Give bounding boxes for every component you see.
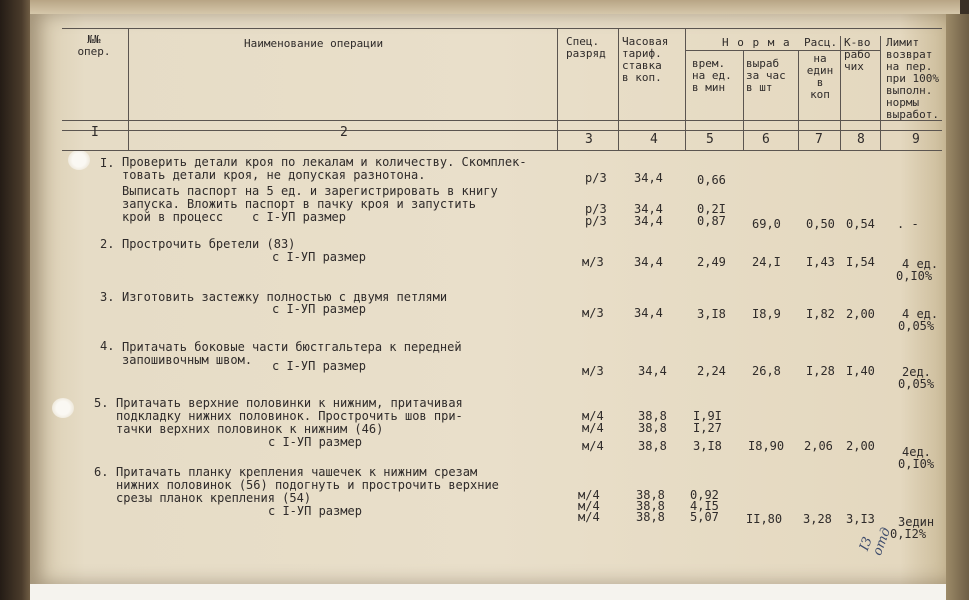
op-rasc: I,82 (806, 307, 835, 321)
col-number: 7 (815, 132, 823, 147)
col-header-rasc: на един в коп (806, 52, 834, 101)
col-number: 9 (912, 132, 920, 147)
op-limit: 0,05% (898, 319, 935, 333)
op-time: I,9I (693, 409, 722, 423)
op-text-line: тачки верхних половинок к нижним (46) (116, 422, 384, 436)
op-number: I. (100, 156, 115, 170)
op-rate: 34,4 (634, 306, 663, 320)
bottom-margin (30, 584, 946, 600)
op-number: 2. (100, 237, 115, 251)
op-rasc: 3,28 (803, 512, 832, 526)
op-output: 69,0 (752, 217, 781, 231)
col-number: 2 (340, 125, 348, 140)
handwritten-note: I3 отд (857, 525, 895, 558)
op-limit: 4ед. (902, 445, 931, 459)
col-header-norms: Н о р м а (722, 36, 791, 49)
op-text-line: с I-УП размер (268, 504, 362, 518)
op-text-line: с I-УП размер (272, 359, 366, 373)
op-time: 2,24 (697, 364, 726, 378)
op-text-line: Прострочить бретели (83) (122, 237, 296, 251)
op-text-line: Притачать планку крепления чашечек к нижним срезам (116, 465, 478, 479)
op-rate: 38,8 (638, 421, 667, 435)
op-number: 5. (94, 396, 109, 410)
op-rate: 38,8 (638, 409, 667, 423)
op-grade: м/4 (582, 421, 604, 435)
op-text-line: Проверить детали кроя по лекалам и количеству. Скомплек- (122, 155, 527, 169)
op-workers: 2,00 (846, 439, 875, 453)
op-limit: 4 ед. (902, 257, 939, 271)
op-time: 5,07 (690, 510, 719, 524)
col-number: 8 (857, 132, 865, 147)
op-limit: 0,I2% (890, 527, 927, 541)
col-number: 3 (585, 132, 593, 147)
op-workers: 2,00 (846, 307, 875, 321)
op-limit: 0,I0% (898, 457, 935, 471)
col-header-number: №№ опер. (77, 33, 111, 58)
op-text-line: Выписать паспорт на 5 ед. и зарегистрировать в книгу (122, 184, 498, 198)
op-grade: м/4 (582, 439, 604, 453)
op-time: 3,I8 (693, 439, 722, 453)
op-output: I8,90 (748, 439, 785, 453)
col-header-output: выраб за час в шт (746, 57, 786, 94)
op-workers: 3,I3 (846, 512, 875, 526)
op-limit: 3един (898, 515, 935, 529)
op-output: II,80 (746, 512, 783, 526)
op-text-line: с I-УП размер (268, 435, 362, 449)
op-limit: 0,I0% (896, 269, 933, 283)
op-number: 3. (100, 290, 115, 304)
col-number: I (91, 125, 99, 140)
op-time: 2,49 (697, 255, 726, 269)
op-rate: 38,8 (636, 488, 665, 502)
col-header-rate: Часовая тариф. ставка в коп. (622, 35, 669, 84)
op-limit: 0,05% (898, 377, 935, 391)
op-rate: 34,4 (638, 364, 667, 378)
col-number: 4 (650, 132, 658, 147)
op-time: 3,I8 (697, 307, 726, 321)
op-grade: м/4 (578, 510, 600, 524)
right-page-edge (946, 14, 969, 600)
op-rate: 34,4 (634, 171, 663, 185)
op-text-line: запуска. Вложить паспорт в пачку кроя и запустить (122, 197, 477, 211)
op-time: I,27 (693, 421, 722, 435)
op-grade: м/3 (582, 255, 604, 269)
op-grade: м/4 (582, 409, 604, 423)
op-text-line: срезы планок крепления (54) (116, 491, 312, 505)
op-limit: 4 ед. (902, 307, 939, 321)
op-workers: I,54 (846, 255, 875, 269)
op-rasc: I,28 (806, 364, 835, 378)
op-grade: м/3 (582, 364, 604, 378)
op-text-line: Изготовить застежку полностью с двумя петлями (122, 290, 448, 304)
op-output: I8,9 (752, 307, 781, 321)
op-rasc: 2,06 (804, 439, 833, 453)
op-limit: 2ед. (902, 365, 931, 379)
op-workers: 0,54 (846, 217, 875, 231)
op-grade: р/3 (585, 171, 607, 185)
op-grade: м/4 (578, 488, 600, 502)
col-header-limit: Лимит возврат на пер. при 100% выполн. нормы выработ. (886, 36, 939, 121)
op-grade: м/4 (578, 499, 600, 513)
op-text-line: подкладку нижних половинок. Прострочить шов при- (116, 409, 463, 423)
op-grade: м/3 (582, 306, 604, 320)
op-number: 6. (94, 465, 109, 479)
op-output: 26,8 (752, 364, 781, 378)
op-output: 24,I (752, 255, 781, 269)
op-grade: р/3 (585, 214, 607, 228)
op-text-line: товать детали кроя, не допуская разнотона. (122, 168, 426, 182)
col-header-time: врем. на ед. в мин (692, 57, 732, 94)
op-time: 4,I5 (690, 499, 719, 513)
op-text-line: запошивочным швом. (122, 353, 253, 367)
op-text-line: с I-УП размер (272, 250, 366, 264)
col-header-grade: Спец. разряд (566, 35, 606, 60)
op-limit: . - (897, 217, 919, 231)
op-text-line: с I-УП размер (272, 302, 366, 316)
col-number: 6 (762, 132, 770, 147)
op-rasc: I,43 (806, 255, 835, 269)
punch-hole (52, 398, 74, 418)
op-grade: р/3 (585, 202, 607, 216)
op-workers: I,40 (846, 364, 875, 378)
op-rate: 34,4 (634, 202, 663, 216)
op-rate: 34,4 (634, 214, 663, 228)
op-text-line: нижних половинок (56) подогнуть и прострочить верхние (116, 478, 499, 492)
op-number: 4. (100, 339, 115, 353)
op-text-line: Притачать верхние половинки к нижним, притачивая (116, 396, 463, 410)
op-time: 0,92 (690, 488, 719, 502)
op-time: 0,2I (697, 202, 726, 216)
punch-hole (68, 150, 90, 170)
op-time: 0,66 (697, 173, 726, 187)
col-header-name: Наименование операции (244, 37, 384, 50)
op-rate: 38,8 (636, 499, 665, 513)
op-text-line: Притачать боковые части бюстгальтера к передней (122, 340, 462, 354)
op-text-line: крой в процесс с I-УП размер (122, 210, 346, 224)
op-rate: 38,8 (638, 439, 667, 453)
op-rate: 34,4 (634, 255, 663, 269)
op-time: 0,87 (697, 214, 726, 228)
op-rasc: 0,50 (806, 217, 835, 231)
col-number: 5 (706, 132, 714, 147)
op-rate: 38,8 (636, 510, 665, 524)
col-header-workers: К-во рабо чих (844, 36, 871, 73)
col-header-rasc-title: Расц. (804, 36, 838, 49)
